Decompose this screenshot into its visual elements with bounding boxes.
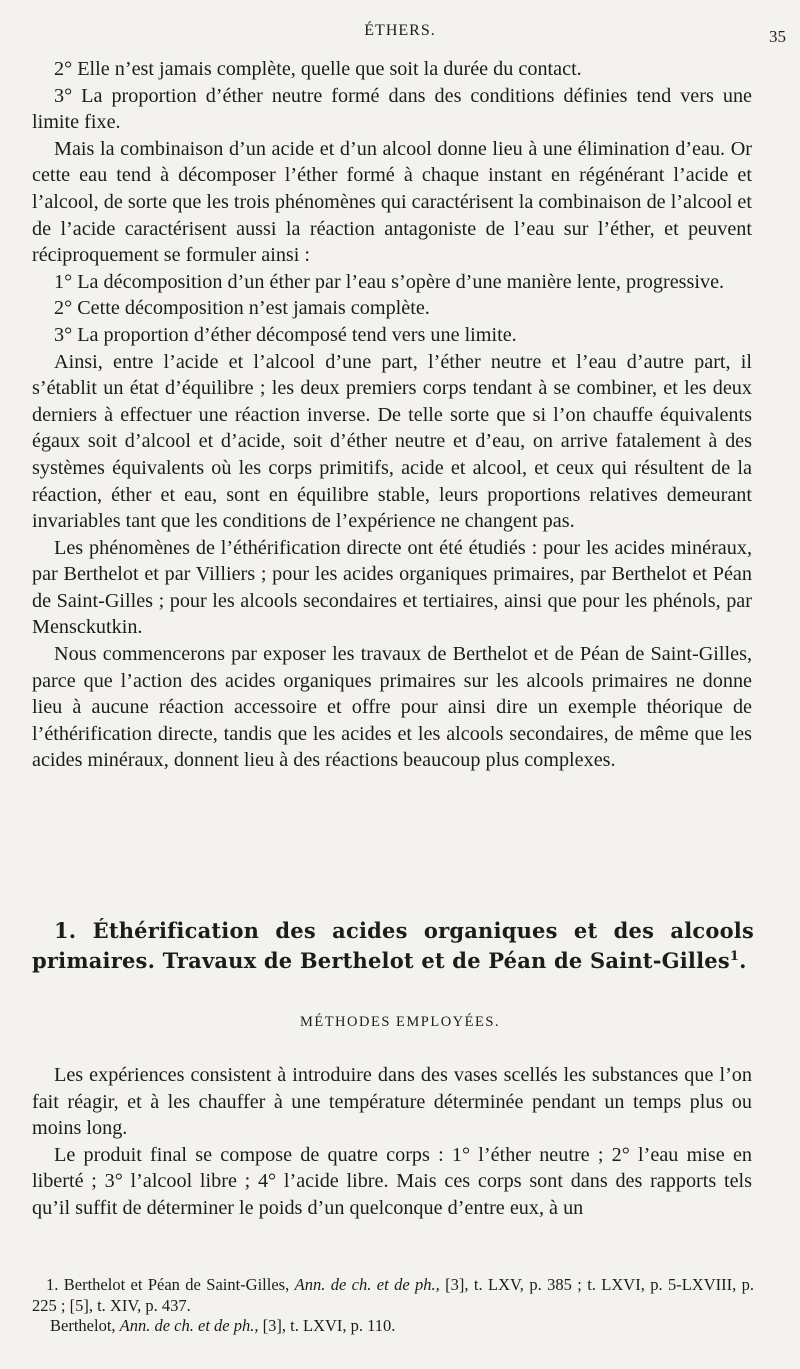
- footnote-2: [32, 1316, 754, 1337]
- paragraph: 1° La décomposition d’un éther par l’eau s’opère d’une manière lente, progressive.: [54, 270, 725, 293]
- footnotes: [32, 1275, 754, 1337]
- running-head: ÉTHERS.: [364, 22, 436, 39]
- footnote-author: Berthelot,: [50, 1316, 116, 1335]
- body-text-bottom: [32, 1062, 752, 1222]
- footnote-author: Berthelot et Péan de Saint-Gilles,: [63, 1275, 290, 1294]
- paragraph: Mais la combinaison d’un acide et d’un alcool donne lieu à une élimination d’eau. Or cette eau tend à décomposer l’éther formé à chaque instant en régénérant l’acide et l’alcool, de sorte que les trois phénomènes qui caractérisent la combinaison de l’alcool et de l’acide caractérisent aussi la réaction antagoniste de l’eau sur l’éther, et peuvent réciproquement se formuler ainsi :: [32, 137, 752, 267]
- footnote-number: 1.: [46, 1275, 59, 1294]
- footnote-journal: Ann. de ch. et de ph.,: [119, 1316, 259, 1335]
- page-header: [0, 22, 800, 46]
- paragraph: 2° Elle n’est jamais complète, quelle que soit la durée du contact.: [54, 58, 582, 80]
- paragraph: Nous commencerons par exposer les travaux de Berthelot et de Péan de Saint-Gilles, parce que l’action des acides organiques primaires sur les alcools primaires ne donne lieu à aucune réaction accessoire et offre pour ainsi dire un exemple théorique de l’éthérification directe, tandis que les acides et les alcools secondaires, de même que les acides minéraux, donnent lieu à des réactions beaucoup plus complexes.: [32, 643, 752, 772]
- paragraph: Ainsi, entre l’acide et l’alcool d’une part, l’éther neutre et l’eau d’autre part, il s’établit un état d’équilibre ; les deux premiers corps tendant à se combiner, et les deux derniers à effectuer une réaction inverse. De telle sorte que si l’on chauffe équivalents égaux soit d’alcool et d’acide, soit d’éther neutre et d’eau, on arrive fatalement à des systèmes équivalents où les corps primitifs, acide et alcool, et ceux qui résultent de la réaction, éther et eau, sont en équilibre stable, leurs proportions relatives demeurant invariables tant que les conditions de l’expérience ne changent pas.: [32, 350, 752, 533]
- section-title-end: .: [739, 948, 747, 973]
- footnote-1: [32, 1275, 754, 1316]
- footnote-ref: [3], t. LXV, p. 385 ; t. LXVI, p. 5-LXVIII, p. 225 ; [5], t. XIV, p. 437.: [32, 1275, 755, 1315]
- paragraph: 3° La proportion d’éther décomposé tend vers une limite.: [54, 323, 517, 346]
- footnote-ref: [3], t. LXVI, p. 110.: [262, 1316, 396, 1335]
- section-number: 1.: [54, 918, 77, 943]
- paragraph: 2° Cette décomposition n’est jamais complète.: [54, 297, 430, 320]
- section-heading: [32, 916, 754, 976]
- subheading: MÉTHODES EMPLOYÉES.: [299, 1014, 501, 1030]
- section-title-text: Éthérification des acides organiques et des alcools primaires. Travaux de Berthelot et de Péan de Saint-Gilles: [32, 918, 754, 973]
- footnote-journal: Ann. de ch. et de ph.,: [294, 1275, 440, 1294]
- paragraph: Les expériences consistent à introduire dans des vases scellés les substances que l’on fait réagir, et à les chauffer à une température déterminée pendant un temps plus ou moins long.: [32, 1064, 752, 1140]
- footnote-marker: 1: [729, 949, 740, 964]
- paragraph: 3° La proportion d’éther neutre formé dans des conditions définies tend vers une limite fixe.: [32, 84, 752, 134]
- page-number: 35: [769, 27, 786, 46]
- paragraph: Le produit final se compose de quatre corps : 1° l’éther neutre ; 2° l’eau mise en liberté ; 3° l’alcool libre ; 4° l’acide libre. Mais ces corps sont dans des rapports tels qu’il suffit de déterminer le poids d’un quelconque d’entre eux, à un: [32, 1143, 752, 1219]
- body-text-top: [32, 56, 752, 774]
- paragraph: Les phénomènes de l’éthérification directe ont été étudiés : pour les acides minéraux, par Berthelot et par Villiers ; pour les acides organiques primaires, par Berthelot et Péan de Saint-Gilles ; pour les alcools secondaires et tertiaires, ainsi que pour les phénols, par Mensckutkin.: [32, 536, 752, 639]
